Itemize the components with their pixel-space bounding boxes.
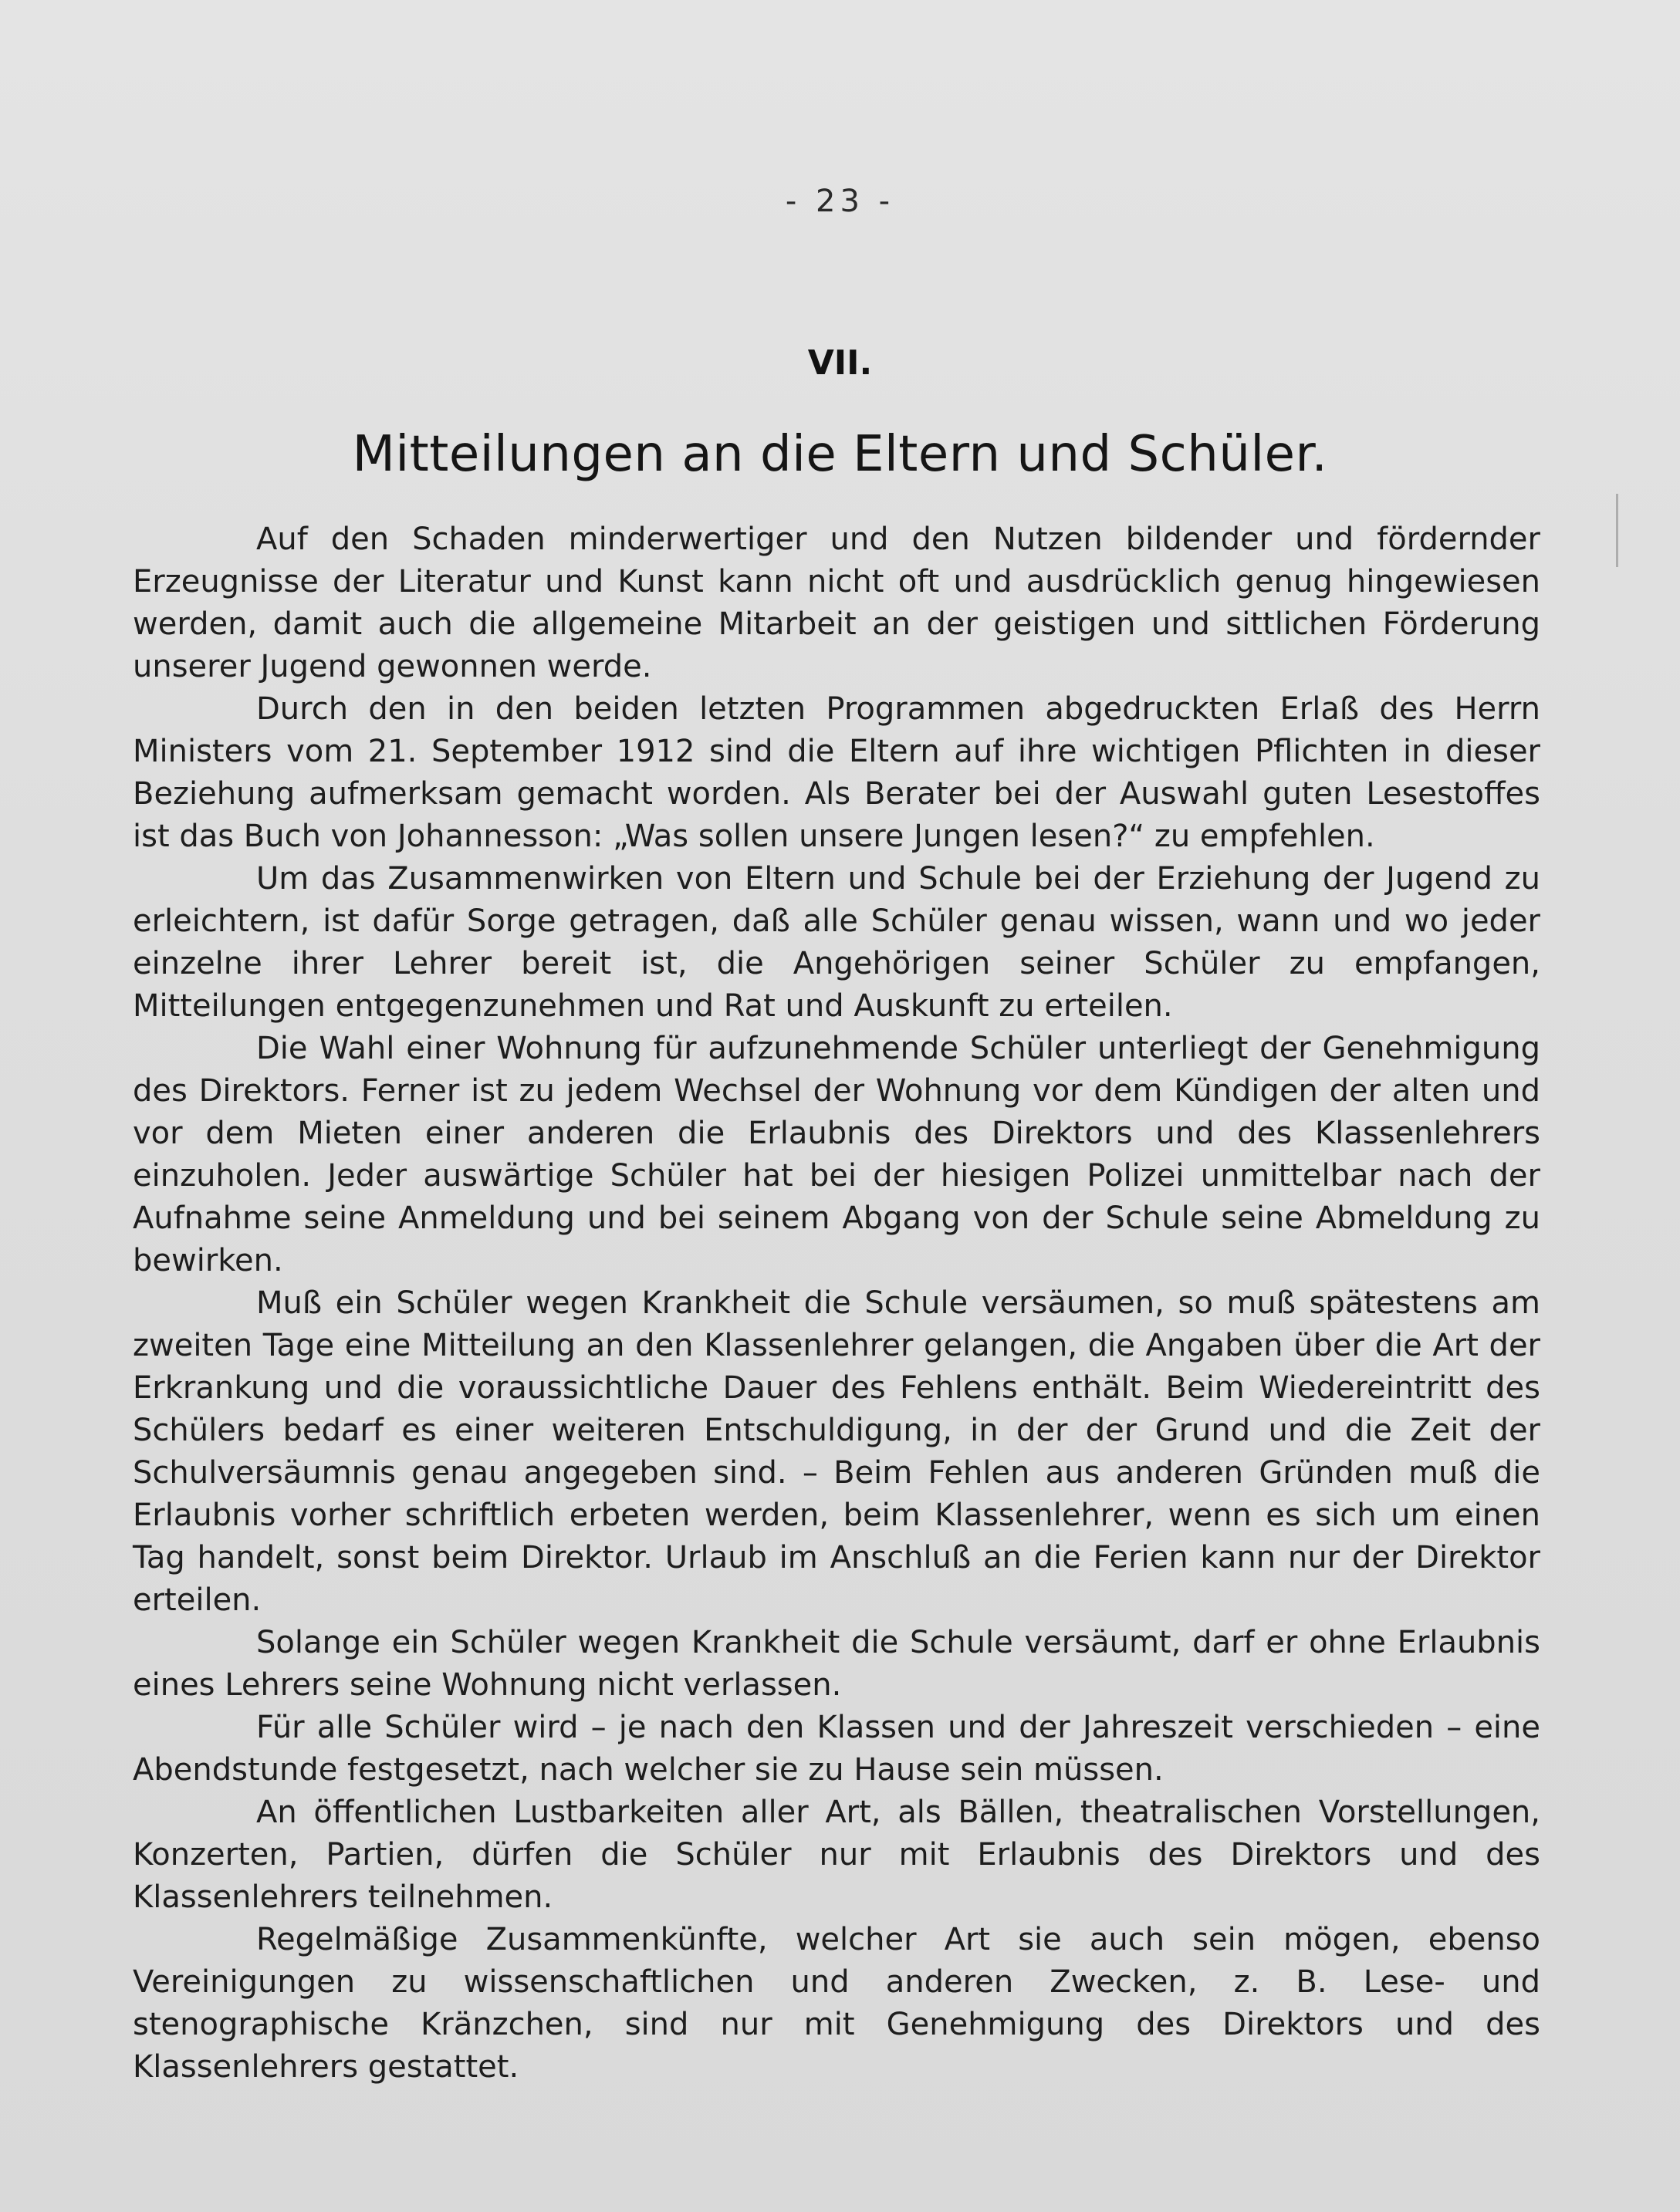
paragraph-sick-at-home: Solange ein Schüler wegen Krankheit die Schule versäumt, darf er ohne Erlaubnis eines Lehrers seine Wohnung nicht verlassen. (133, 1625, 1540, 1703)
paragraph-associations: Regelmäßige Zusammenkünfte, welcher Art sie auch sein mögen, ebenso Vereinigungen zu wissenschaftlichen und anderen Zwecken, z. B. Lese- und stenographische Kränzchen, sind nur mit Genehmigung des Direktors und des Klassenlehrers gestattet. (133, 1922, 1540, 2085)
paragraph-illness-absence: Muß ein Schüler wegen Krankheit die Schule versäumen, so muß spätestens am zweiten Tage eine Mitteilung an den Klassenlehrer gelangen, die Angaben über die Art der Erkrankung und die voraussichtliche Dauer des Fehlens enthält. Beim Wiedereintritt des Schülers bedarf es einer weiteren Entschuldigung, in der der Grund und die Zeit der Schulversäumnis genau angegeben sind. – Beim Fehlen aus anderen Gründen muß die Erlaubnis vorher schriftlich erbeten werden, beim Klassenlehrer, wenn es sich um einen Tag handelt, sonst beim Direktor. Urlaub im Anschluß an die Ferien kann nur der Direktor erteilen. (133, 1285, 1540, 1618)
body-text (133, 518, 1540, 2089)
page-edge-mark (1616, 494, 1618, 567)
chapter-title: Mitteilungen an die Eltern und Schüler. (352, 426, 1328, 483)
chapter-number: VII. (807, 343, 873, 383)
paragraph-literature: Auf den Schaden minderwertiger und den Nutzen bildender und fördernder Erzeugnisse der Literatur und Kunst kann nicht oft und ausdrücklich genug hingewiesen werden, damit auch die allgemeine Mitarbeit an der geistigen und sittlichen Förderung unserer Jugend gewonnen werde. (133, 522, 1540, 684)
paragraph-parents-and-school: Um das Zusammenwirken von Eltern und Schule bei der Erziehung der Jugend zu erleichtern, ist dafür Sorge getragen, daß alle Schüler genau wissen, wann und wo jeder einzelne ihrer Lehrer bereit ist, die Angehörigen seiner Schüler zu empfangen, Mitteilungen entgegenzunehmen und Rat und Auskunft zu erteilen. (133, 861, 1540, 1024)
paragraph-public-entertainment: An öffentlichen Lustbarkeiten aller Art, als Bällen, theatralischen Vorstellungen, Konzerten, Partien, dürfen die Schüler nur mit Erlaubnis des Direktors und des Klassenlehrers teilnehmen. (133, 1795, 1540, 1915)
paragraph-ministerial-decree: Durch den in den beiden letzten Programmen abgedruckten Erlaß des Herrn Ministers vom 21. September 1912 sind die Eltern auf ihre wichtigen Pflichten in dieser Beziehung aufmerksam gemacht worden. Als Berater bei der Auswahl guten Lesestoffes ist das Buch von Johannesson: „Was sollen unsere Jungen lesen?“ zu empfehlen. (133, 691, 1540, 854)
paragraph-evening-curfew: Für alle Schüler wird – je nach den Klassen und der Jahreszeit verschieden – eine Abendstunde festgesetzt, nach welcher sie zu Hause sein müssen. (133, 1710, 1540, 1788)
page-number: - 23 - (785, 184, 895, 219)
paragraph-housing: Die Wahl einer Wohnung für aufzunehmende Schüler unterliegt der Genehmigung des Direktors. Ferner ist zu jedem Wechsel der Wohnung vor dem Kündigen der alten und vor dem Mieten einer anderen die Erlaubnis des Direktors und des Klassenlehrers einzuholen. Jeder auswärtige Schüler hat bei der hiesigen Polizei unmittelbar nach der Aufnahme seine Anmeldung und bei seinem Abgang von der Schule seine Abmeldung zu bewirken. (133, 1031, 1540, 1278)
